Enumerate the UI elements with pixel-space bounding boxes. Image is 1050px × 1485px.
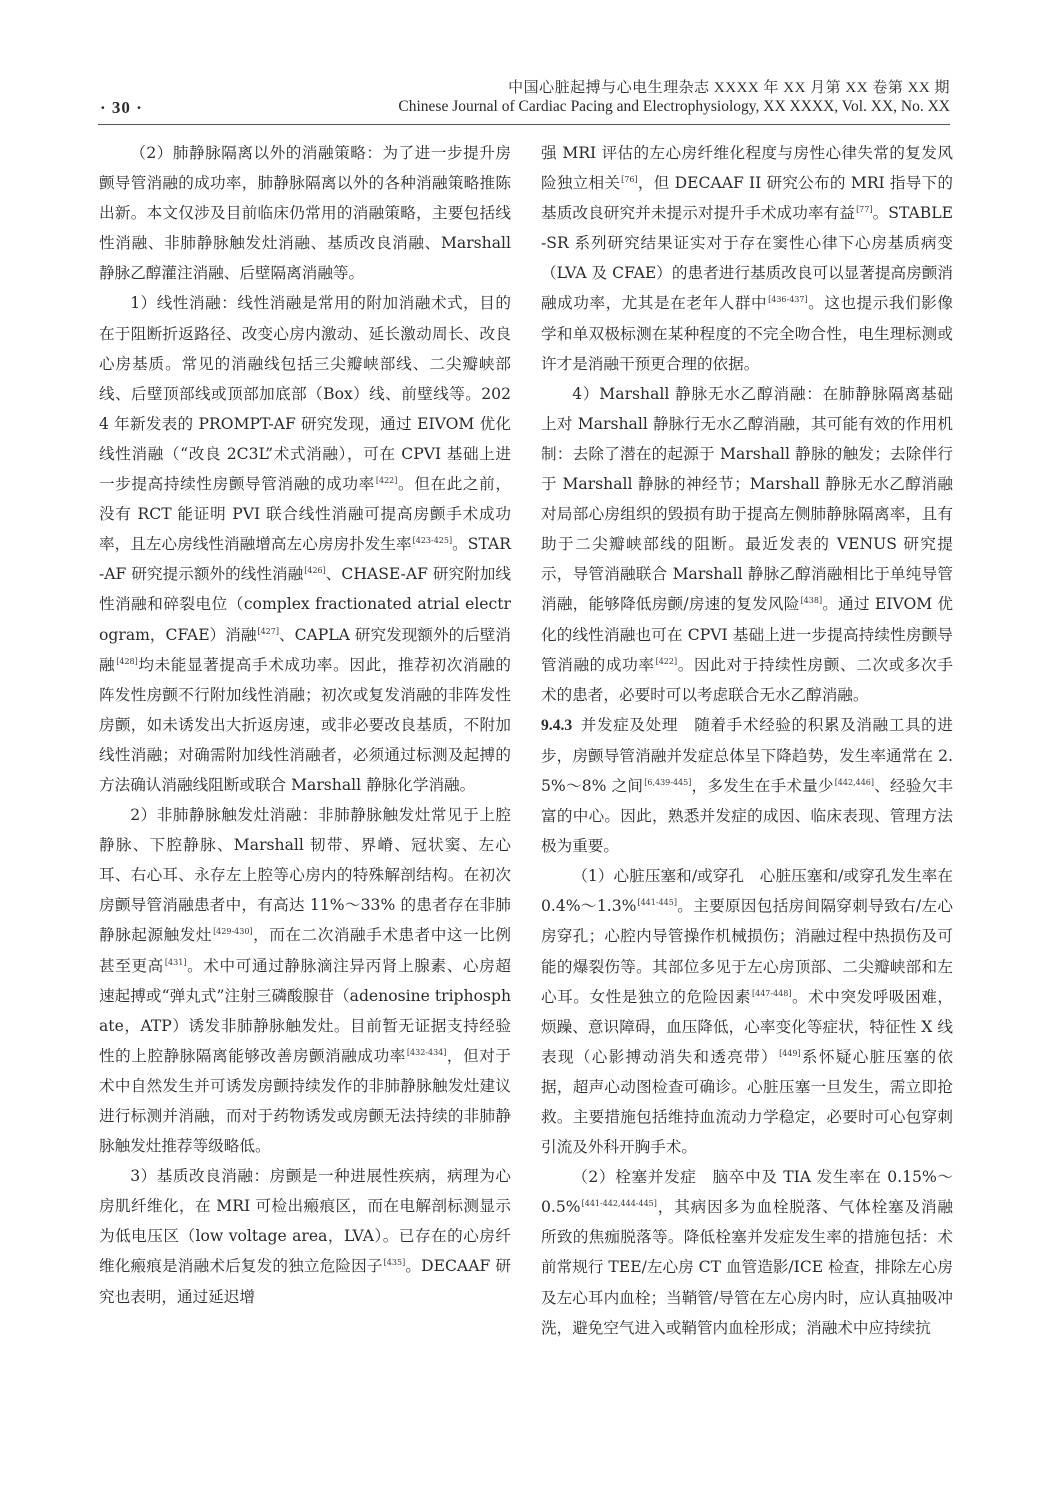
citation: [435]: [383, 1258, 406, 1268]
paragraph-text: 3）基质改良消融：房颤是一种进展性疾病，病理为心房肌纤维化，在 MRI 可检出瘢痕区，而在电解剖标测显示为低电压区（low voltage area，LVA）。已存在的心房纤维化瘢痕是消融术后复发的独立危险因子: [99, 1167, 511, 1276]
paragraph-text: 。术中突发呼吸困难，烦躁、意识障碍，血压降低，心率变化等症状，特征性 X 线表现（心影搏动消失和透亮带）: [541, 987, 953, 1066]
citation: [447-448]: [751, 988, 792, 998]
paragraph-text: 、CAPLA 研究发现额外的后壁消融: [99, 625, 511, 674]
citation: [441-445]: [637, 898, 677, 908]
citation: [438]: [800, 596, 823, 606]
left-column: [99, 138, 511, 1312]
paragraph-text: 。通过 EIVOM 优化的线性消融也可在 CPVI 基础上进一步提高持续性房颤导管消融的成功率: [541, 595, 953, 674]
paragraph-text: 2）非肺静脉触发灶消融：非肺静脉触发灶常见于上腔静脉、下腔静脉、Marshall 韧带、界嵴、冠状窦、左心耳、右心耳、永存左上腔等心房内的特殊解剖结构。在初次房颤导管消融患者中，有高达 11%～33% 的患者存在非肺静脉起源触发灶: [99, 806, 511, 945]
paragraph-text: ，而在二次消融手术患者中这一比例甚至更高: [99, 926, 511, 975]
paragraph-substrate-continued: [541, 138, 953, 379]
paragraph-text: 系怀疑心脏压塞的依据，超声心动图检查可确诊。心脏压塞一旦发生，需立即抢救。主要措施包括维持血流动力学稳定，必要时可心包穿刺引流及外科开胸手术。: [541, 1047, 953, 1157]
paragraph-text: 。因此对于持续性房颤、二次或多次手术的患者，必要时可以考虑联合无水乙醇消融。: [541, 655, 953, 704]
citation: [426]: [304, 566, 326, 576]
section-number: 9.4.3: [541, 716, 573, 734]
paragraph-linear-ablation: [99, 288, 511, 800]
paragraph-text: 1）线性消融：线性消融是常用的附加消融术式，目的在于阻断折返路径、改变心房内激动、延长激动周长、改良心房基质。常见的消融线包括三尖瓣峡部线、二尖瓣峡部线、后壁顶部线或顶部加底部（Box）线、前壁线等。2024 年新发表的 PROMPT-AF 研究发现，通过 EIVOM 优化线性消融（“改良 2C3L”术式消融），可在 CPVI 基础上进一步提高持续性房颤导管消融的成功率: [99, 294, 511, 494]
paragraph-text: 。但在此之前，没有 RCT 能证明 PVI 联合线性消融可提高房颤手术成功率，且左心房线性消融增高左心房房扑发生率: [99, 475, 511, 554]
citation: [429-430]: [213, 927, 253, 937]
citation: [422]: [655, 656, 678, 666]
citation: [442,446]: [834, 777, 875, 787]
paragraph-text: ，但 DECAAF II 研究公布的 MRI 指导下的基质改良研究并未提示对提升手术成功率有益: [541, 174, 953, 223]
citation: [423-425]: [412, 536, 453, 546]
paragraph-text: 。主要原因包括房间隔穿刺导致右/左心房穿孔；心腔内导管操作机械损伤；消融过程中热损伤及可能的爆裂伤等。其部位多见于左心房顶部、二尖瓣峡部和左心耳。女性是独立的危险因素: [541, 897, 953, 1006]
right-column: [541, 138, 953, 1343]
paragraph-substrate-modification: [99, 1161, 511, 1311]
paragraph-text: 强 MRI 评估的左心房纤维化程度与房性心律失常的复发风险独立相关: [541, 144, 953, 193]
header-rule: [98, 124, 950, 125]
page-header: [98, 76, 950, 126]
paragraph-text: ，其病因多为血栓脱落、气体栓塞及消融所致的焦痂脱落等。降低栓塞并发症发生率的措施包括：术前常规行 TEE/左心房 CT 血管造影/ICE 检查，排除左心房及左心耳内血栓；当鞘管/导管在左心房内时，应认真抽吸冲洗，避免空气进入或鞘管内血栓形成；消融术中应持续抗: [541, 1198, 953, 1337]
paragraph-text: 4）Marshall 静脉无水乙醇消融：在肺静脉隔离基础上对 Marshall 静脉行无水乙醇消融，其可能有效的作用机制：去除了潜在的起源于 Marshall 静脉的触发；去除伴行于 Marshall 静脉的神经节；Marshall 静脉无水乙醇消融对局部心房组织的毁损有助于提高左侧肺静脉隔离率，且有助于二尖瓣峡部线的阻断。最近发表的 VENUS 研究提示，导管消融联合 Marshall 静脉乙醇消融相比于单纯导管消融，能够降低房颤/房速的复发风险: [541, 384, 953, 614]
citation: [76]: [621, 175, 638, 185]
journal-title-cn: 中国心脏起搏与心电生理杂志 XXXX 年 XX 月第 XX 卷第 XX 期: [508, 80, 950, 96]
section-complications: [541, 710, 953, 861]
paragraph-text: （2）栓塞并发症 脑卒中及 TIA 发生率在 0.15%～0.5%: [541, 1168, 953, 1217]
citation: [427]: [257, 626, 279, 636]
paragraph-text: 并发症及处理 随着手术经验的积累及消融工具的进步，房颤导管消融并发症总体呈下降趋势，发生率通常在 2.5%～8% 之间: [541, 715, 953, 795]
paragraph-tamponade: [541, 861, 953, 1162]
citation: [6,439-445]: [644, 777, 692, 787]
citation: [449]: [779, 1048, 801, 1058]
citation: [441-442,444-445]: [581, 1199, 657, 1209]
citation: [422]: [375, 476, 398, 486]
paragraph-text: ，多发生在手术量少: [691, 776, 834, 795]
paragraph-text: 。STABLE-SR 系列研究结果证实对于存在窦性心律下心房基质病变（LVA 及 CFAE）的患者进行基质改良可以显著提高房颤消融成功率，尤其是在老年人群中: [541, 204, 953, 313]
paragraph-text: 。术中可通过静脉滴注异丙肾上腺素、心房超速起搏或“弹丸式”注射三磷酸腺苷（adenosine triphosphate，ATP）诱发非肺静脉触发灶。目前暂无证据支持经验性的上腔静脉隔离能够改善房颤消融成功率: [99, 956, 511, 1065]
citation: [432-434]: [406, 1047, 447, 1057]
paragraph-text: （1）心脏压塞和/或穿孔 心脏压塞和/或穿孔发生率在 0.4%～1.3%: [541, 867, 953, 916]
journal-title-en: Chinese Journal of Cardiac Pacing and Electrophysiology, XX XXXX, Vol. XX, No. XX: [398, 98, 950, 115]
paragraph-text: 。这也提示我们影像学和单双极标测在某种程度的不完全吻合性，电生理标测或许才是消融干预更合理的依据。: [541, 294, 953, 373]
paragraph-text: ，但对于术中自然发生并可诱发房颤持续发作的非肺静脉触发灶建议进行标测并消融，而对于药物诱发或房颤无法持续的非肺静脉触发灶推荐等级略低。: [99, 1046, 511, 1156]
paragraph-text: 、经验欠丰富的中心。因此，熟悉并发症的成因、临床表现、管理方法极为重要。: [541, 776, 953, 856]
paragraph-ablation-strategies: [99, 138, 511, 288]
paragraph-embolism: [541, 1162, 953, 1343]
page-number: · 30 ·: [100, 98, 143, 117]
citation: [428]: [116, 656, 138, 666]
citation: [436-437]: [768, 295, 808, 305]
paragraph-text: 。STAR-AF 研究提示额外的线性消融: [99, 535, 511, 584]
citation: [77]: [856, 205, 873, 215]
paragraph-text: （2）肺静脉隔离以外的消融策略：为了进一步提升房颤导管消融的成功率，肺静脉隔离以外的各种消融策略推陈出新。本文仅涉及目前临床仍常用的消融策略，主要包括线性消融、非肺静脉触发灶消融、基质改良消融、Marshall静脉乙醇灌注消融、后壁隔离消融等。: [99, 144, 511, 283]
paragraph-non-pv-trigger: [99, 800, 511, 1161]
citation: [431]: [164, 957, 187, 967]
paragraph-text: 均未能显著提高手术成功率。因此，推荐初次消融的阵发性房颤不行附加线性消融；初次或复发消融的非阵发性房颤，如未诱发出大折返房速，或非必要改良基质，不附加线性消融；对确需附加线性消融者，必须通过标测及起搏的方法确认消融线阻断或联合 Marshall 静脉化学消融。: [99, 655, 511, 794]
paragraph-text: 。DECAAF 研究也表明，通过延迟增: [99, 1257, 511, 1306]
paragraph-marshall-ethanol: [541, 379, 953, 710]
paragraph-text: 、CHASE-AF 研究附加线性消融和碎裂电位（complex fractionated atrial electrogram，CFAE）消融: [99, 565, 511, 644]
